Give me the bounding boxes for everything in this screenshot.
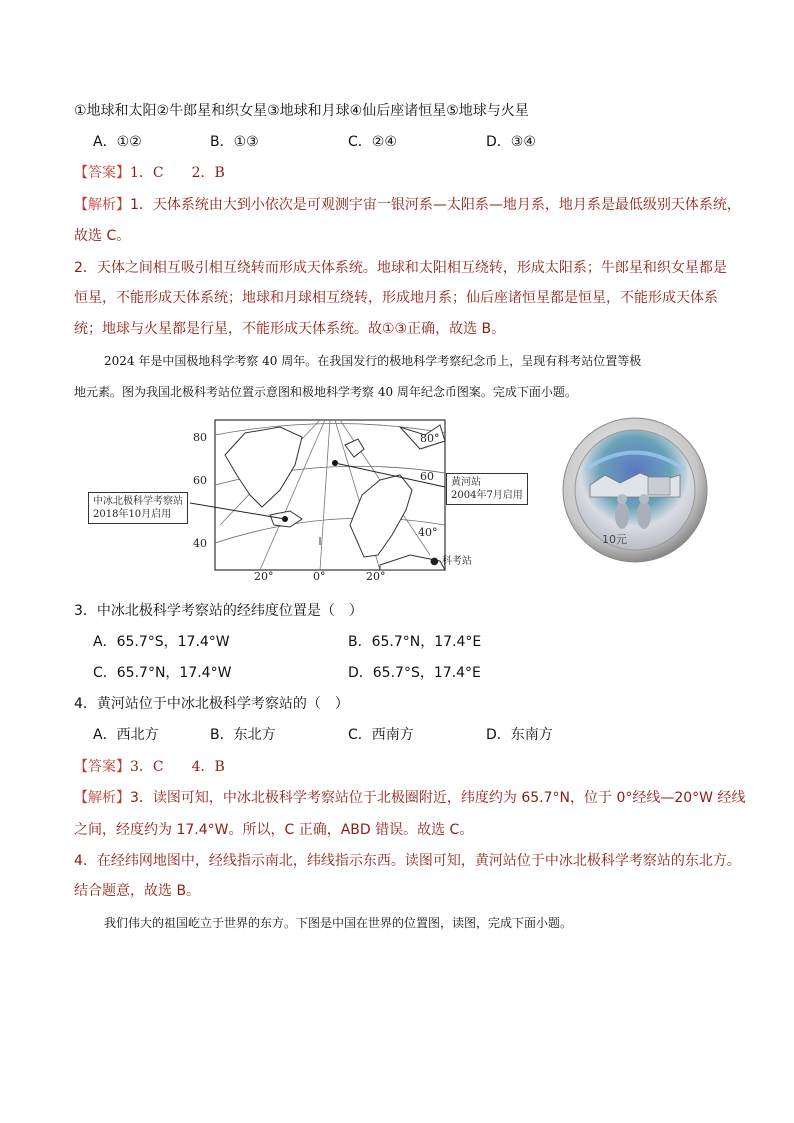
lat-label-right-2: 60 — [420, 470, 434, 483]
answer-tag: 【答案】 — [74, 165, 130, 181]
station-date-zhongbing: 2018年10月启用 — [93, 509, 172, 520]
q4-option-d: D．东南方 — [486, 727, 553, 743]
arctic-station-map — [80, 415, 540, 590]
lat-label-left-3: 40 — [193, 537, 207, 550]
q3-stem: 3．中冰北极科学考察站的经纬度位置是（ ） — [74, 603, 363, 619]
option-a: A．①② — [93, 134, 142, 150]
q3-option-b: B．65.7°N，17.4°E — [348, 634, 482, 650]
lon-label-1: 20° — [254, 570, 274, 583]
lat-label-right-3: 40° — [418, 526, 438, 539]
intro-line-2: 地元素。图为我国北极科考站位置示意图和极地科学考察 40 周年纪念币图案。完成下面小题。 — [74, 385, 577, 399]
analysis2-line-4: 结合题意，故选 B。 — [74, 883, 201, 899]
option-d: D．③④ — [486, 134, 536, 150]
analysis2-line-2: 之间，经度约为 17.4°W。所以，C 正确，ABD 错误。故选 C。 — [74, 822, 474, 838]
option-b: B．①③ — [210, 134, 259, 150]
answer-text-2: 3．C 4．B — [130, 759, 225, 775]
station-label-zhongbing — [88, 492, 188, 524]
analysis-line-5: 统；地球与火星都是行星，不能形成天体系统。故①③正确，故选 B。 — [74, 321, 506, 337]
q4-stem: 4．黄河站位于中冰北极科学考察站的（ ） — [74, 696, 349, 712]
q4-option-a: A．西北方 — [93, 727, 159, 743]
lat-label-left-1: 80 — [193, 431, 207, 444]
coin-graphic — [560, 415, 710, 565]
answer-block-1 — [74, 163, 225, 183]
question-items-line: ①地球和太阳②牛郎星和织女星③地球和月球④仙后座诸恒星⑤地球与火星 — [74, 103, 529, 119]
station-date-huanghe: 2004年7月启用 — [451, 490, 523, 501]
analysis-line-1 — [74, 195, 741, 215]
answer-tag-2: 【答案】 — [74, 759, 130, 775]
analysis2-line-3: 4．在经纬网地图中，经线指示南北，纬线指示东西。读图可知，黄河站位于中冰北极科学考察站的东北方。 — [74, 853, 741, 869]
station-label-huanghe — [446, 473, 528, 505]
q4-option-c: C．西南方 — [348, 727, 414, 743]
commemorative-coin — [560, 415, 710, 565]
map-legend: ● 科考站 — [430, 556, 472, 567]
lon-label-3: 20° — [366, 570, 386, 583]
q3-option-a: A．65.7°S，17.4°W — [93, 634, 230, 650]
coin-value: 10元 — [602, 533, 627, 546]
lat-label-right-1: 80° — [420, 432, 440, 445]
analysis-tag: 【解析】 — [74, 197, 130, 213]
q3-option-c: C．65.7°N，17.4°W — [93, 665, 232, 681]
q4-option-b: B．东北方 — [210, 727, 276, 743]
option-c: C．②④ — [348, 134, 397, 150]
outro-line: 我们伟大的祖国屹立于世界的东方。下图是中国在世界的位置图，读图，完成下面小题。 — [104, 916, 573, 930]
station-name-huanghe: 黄河站 — [451, 477, 481, 488]
analysis2-text: 3．读图可知，中冰北极科学考察站位于北极圈附近，纬度约为 65.7°N，位于 0°经线—20°W 经线 — [130, 790, 746, 806]
analysis-text: 1．天体系统由大到小依次是可观测宇宙一银河系—太阳系—地月系，地月系是最低级别天体系统， — [130, 197, 741, 213]
lat-label-left-2: 60 — [193, 474, 207, 487]
analysis-line-3: 2．天体之间相互吸引相互绕转而形成天体系统。地球和太阳相互绕转，形成太阳系；牛郎星和织女星都是 — [74, 260, 727, 276]
lon-label-2: 0° — [313, 570, 326, 583]
q3-option-d: D．65.7°S，17.4°E — [348, 665, 481, 681]
answer-block-2 — [74, 757, 225, 777]
station-name-zhongbing: 中冰北极科学考察站 — [93, 496, 183, 507]
intro-line-1: 2024 年是中国极地科学考察 40 周年。在我国发行的极地科学考察纪念币上，呈现有科考站位置等极 — [104, 354, 642, 368]
analysis2-line-1 — [74, 788, 745, 808]
analysis-tag-2: 【解析】 — [74, 790, 130, 806]
analysis-line-4: 恒星，不能形成天体系统；地球和月球相互绕转，形成地月系；仙后座诸恒星都是恒星，不能形成天体系 — [74, 290, 718, 306]
answer-text: 1．C 2．B — [130, 165, 225, 181]
analysis-line-2: 故选 C。 — [74, 228, 131, 244]
